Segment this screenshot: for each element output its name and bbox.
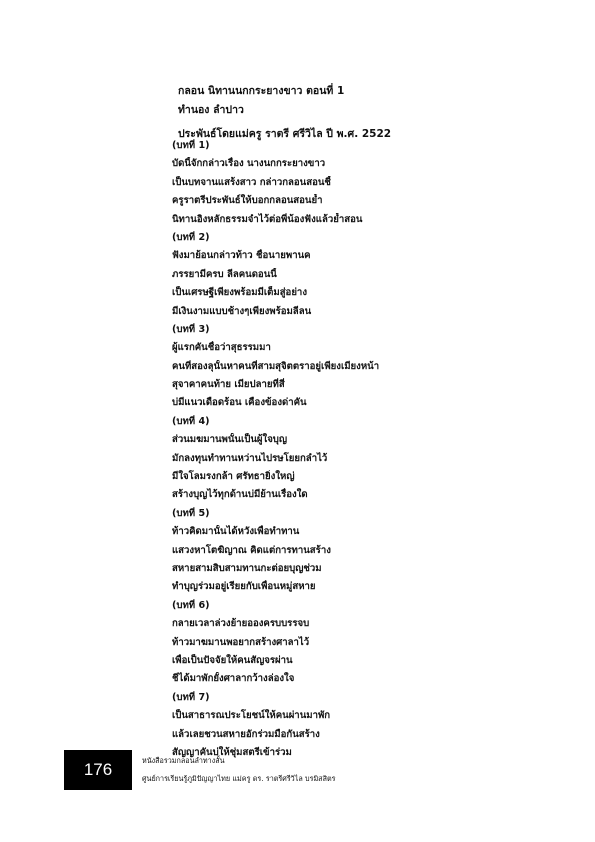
poem-credit: ประพันธ์โดยแม่ครู ราตรี ศรีวิไล ปี พ.ศ. 2522: [178, 128, 392, 140]
poem-line: (บทที่ 4): [172, 415, 210, 427]
poem-line: มักลงทุนทำทานหว่านไปรษโยยกลำไว้: [172, 452, 328, 464]
poem-line: ทำบุญร่วมอยู่เรียยกับเพื่อนหมู่สหาย: [172, 581, 316, 593]
poem-line: กลายเวลาล่วงย้ายอองครบบรรจบ: [172, 618, 310, 630]
poem-line: ผู้แรกคันชื่อว่าสุธรรมมา: [172, 342, 271, 354]
poem-line: มีใจโลมรงกล้า ศรัทธายิ่งใหญ่: [172, 471, 295, 483]
poem-line: ท้าวมาฆมานพอยากสร้างศาลาไว้: [172, 636, 310, 648]
poem-line: นิทานอิงหลักธรรมจำไว้ต่อพี่น้องฟังแล้วย้ำสอน: [172, 213, 363, 225]
poem-line: แล้วเลยชวนสหายอักร่วมมือกันสร้าง: [172, 728, 320, 740]
poem-line: (บทที่ 7): [172, 691, 210, 703]
poem-line: ชีได้มาพักยั้งศาลากว้างล่องใจ: [172, 673, 295, 685]
poem-line: (บทที่ 1): [172, 140, 210, 151]
poem-heading: [178, 83, 558, 142]
footer-book-title: หนังสือรวมกลอนลำทางสั้น: [142, 756, 225, 765]
poem-body: [172, 139, 552, 764]
poem-line: ท้าวคิดมานั้นได้หวังเพื่อทำทาน: [172, 526, 300, 538]
poem-line: ครูราตรีประพันธ์ให้บอกกลอนสอนย้ำ: [172, 195, 323, 207]
poem-line: เป็นเศรษฐีเพียงพร้อมมีเต็มสู่อย่าง: [172, 287, 308, 299]
poem-line: เป็นบทจานแสร้งสาว กล่าวกลอนสอนชี้: [172, 176, 331, 188]
page-number: 176: [83, 760, 113, 779]
poem-line: บัดนี้จักกล่าวเรื่อง นางนกกระยางขาว: [172, 158, 326, 170]
poem-line: สหายสามสิบสามทานกะต่อยบุญช่วม: [172, 562, 322, 574]
poem-line: (บทที่ 2): [172, 231, 210, 243]
poem-line: (บทที่ 6): [172, 599, 210, 611]
poem-line: ส่วนมฆมานพนั้นเป็นผู้ใจบุญ: [172, 434, 288, 446]
poem-line: สร้างบุญไว้ทุกด้านบ่มีย้านเรื่องใด: [172, 489, 308, 501]
poem-title: กลอน นิทานนกกระยางขาว ตอนที่ 1: [178, 85, 345, 97]
footer-publisher: ศูนย์การเรียนรู้ภูมิปัญญาไทย แม่ครู ดร. ราตรีศรีวิไล บรมิสสิตร: [142, 774, 336, 783]
poem-line: สุจาคาคนท้าย เมียปลายที่สี่: [172, 379, 285, 391]
poem-line: (บทที่ 3): [172, 323, 210, 335]
poem-line: คนที่สองลุนั้นหาคนที่สามสุจิตตราอยู่เพียงเมียงหน้า: [172, 360, 380, 372]
poem-line: ฟังมาย้อนกล่าวท้าว ชื่อนายพานค: [172, 250, 311, 262]
poem-melody: ทำนอง ลำปาว: [178, 104, 244, 116]
page-footer: [142, 755, 542, 791]
poem-line: บ่มีแนวเดือดร้อน เคืองข้องด่าคัน: [172, 397, 307, 409]
poem-line: เพื่อเป็นปัจจัยให้คนสัญจรผ่าน: [172, 654, 293, 666]
poem-line: ภรรยามีครบ ลีลคนดอนนี้: [172, 268, 277, 280]
poem-line: แสวงหาโตฆิญาณ คิดแต่การทานสร้าง: [172, 544, 331, 556]
poem-line: สัญญาคันบ่ให้ชุ่มสตรีเข้าร่วม: [172, 746, 292, 758]
page-number-box: [64, 750, 132, 790]
poem-line: เป็นสาธารณประโยชน์ให้คนผ่านมาพัก: [172, 710, 331, 722]
poem-line: (บทที่ 5): [172, 507, 210, 519]
poem-line: มีเงินงามแบบช้างๆเพียงพร้อมลีลน: [172, 305, 312, 317]
